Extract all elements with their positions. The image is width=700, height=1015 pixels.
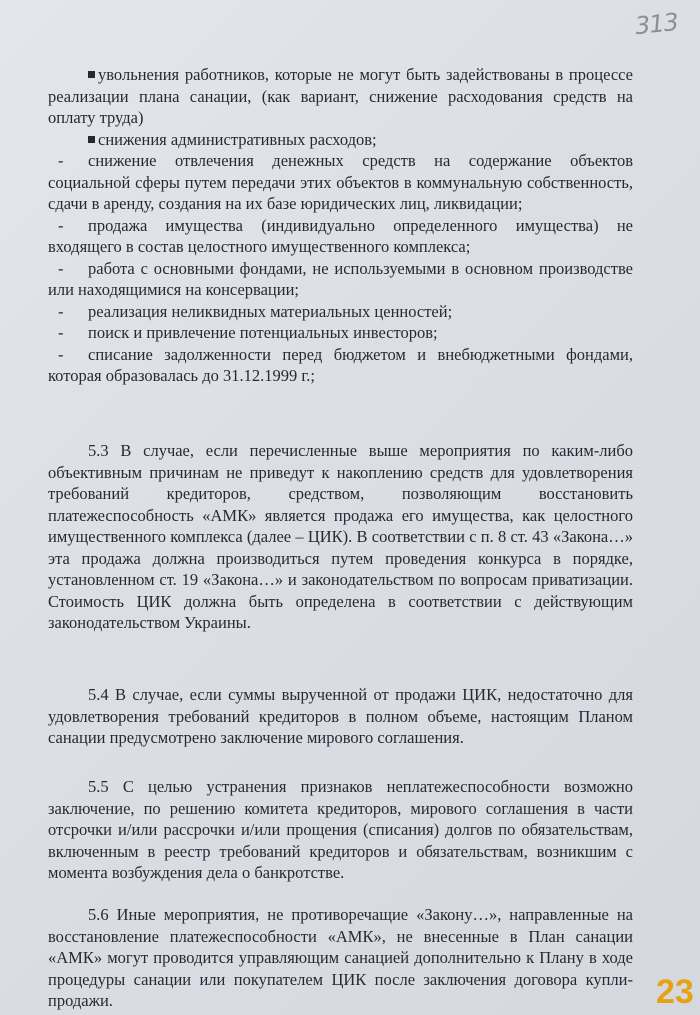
section-5-6: [48, 904, 633, 1012]
list-item: - продажа имущества (индивидуально определенного имущества) не входящего в состав целостного имущественного комплекса;: [48, 215, 633, 256]
paragraph: 5.4 В случае, если суммы вырученной от продажи ЦИК, недостаточно для удовлетворения требований кредиторов в полном объеме, настоящим Планом санации предусмотрено заключение мирового соглашения.: [48, 685, 633, 747]
list-item: - реализация неликвидных материальных ценностей;: [58, 301, 453, 321]
measures-list: [48, 64, 633, 387]
section-5-3: [48, 440, 633, 634]
paragraph: 5.5 С целью устранения признаков неплатежеспособности возможно заключение, по решению комитета кредиторов, мирового соглашения в части отсрочки и/или рассрочки и/или прощения (списания) долгов по обязательствам, включенным в реестр требований кредиторов и обязательствам, возникшим с момента возбуждения дела о банкротстве.: [48, 777, 633, 882]
list-item: - поиск и привлечение потенциальных инвесторов;: [58, 323, 438, 342]
list-item: увольнения работников, которые не могут быть задействованы в процессе реализации плана санации, (как вариант, снижение расходования средств на оплату труда): [48, 65, 633, 127]
list-item: снижения административных расходов;: [48, 129, 633, 151]
corner-mark: 23: [656, 973, 694, 1011]
list-item: - снижение отвлечения денежных средств на содержание объектов социальной сферы путем передачи этих объектов в коммунальную собственность, сдачи в аренду, создания на их базе юридических лиц, ликвидации;: [48, 151, 633, 213]
list-item: - списание задолженности перед бюджетом и внебюджетными фондами, которая образовалась до 31.12.1999 г.;: [48, 344, 633, 385]
bullet-icon: [88, 71, 95, 78]
bullet-icon: [88, 136, 95, 143]
paragraph: 5.6 Иные мероприятия, не противоречащие «Закону…», направленные на восстановление платежеспособности «АМК», не внесенные в План санации «АМК» могут проводится управляющим санацией дополнительно к Плану в ходе процедуры санации или покупателем ЦИК после заключения договора купли-продажи.: [48, 905, 633, 1010]
paragraph: 5.3 В случае, если перечисленные выше мероприятия по каким-либо объективным причинам не приведут к накоплению средств для удовлетворения требований кредиторов, средством, позволяющим восстановить платежеспособность «АМК» является продажа его имущества, как целостного имущественного комплекса (далее – ЦИК). В соответствии с п. 8 ст. 43 «Закона…» эта продажа должна производиться путем проведения конкурса в порядке, установленном ст. 19 «Закона…» и законодательством по вопросам приватизации. Стоимость ЦИК должна быть определена в соответствии с действующим законодательством Украины.: [48, 441, 633, 632]
page-number: 313: [633, 7, 680, 41]
list-item: - работа с основными фондами, не используемыми в основном производстве или находящимися на консервации;: [48, 258, 633, 299]
section-5-4: [48, 684, 633, 749]
section-5-5: [48, 776, 633, 884]
